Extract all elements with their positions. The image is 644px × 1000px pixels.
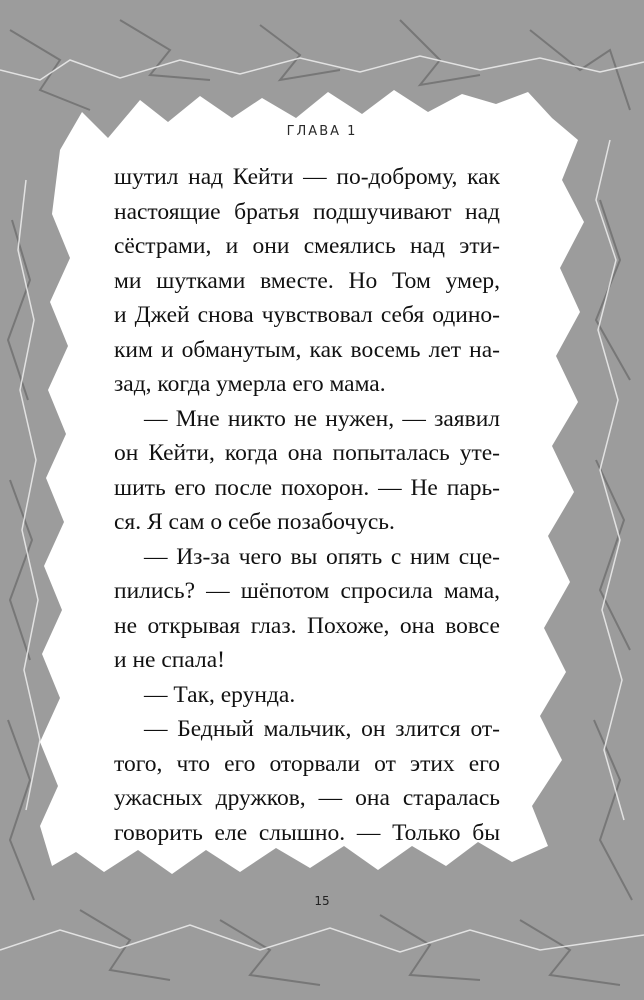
page-number: 15 bbox=[314, 894, 330, 908]
text-line: говорить еле слышно. — Только бы bbox=[114, 819, 500, 846]
text-line: ким и обманутым, как восемь лет на- bbox=[114, 336, 500, 363]
text-line: ся. Я сам о себе позабочусь. bbox=[114, 509, 395, 535]
text-line: он Кейти, когда она попыталась уте- bbox=[114, 440, 500, 466]
text-line: ужасных дружков, — она старалась bbox=[114, 785, 500, 811]
text-line: и Джей снова чувствовал себя одино- bbox=[114, 302, 500, 328]
text-line: шить его после похорон. — Не парь- bbox=[114, 474, 500, 501]
chapter-header: ГЛАВА 1 bbox=[286, 124, 358, 139]
text-line: и не спала! bbox=[114, 647, 225, 673]
text-line: настоящие братья подшучивают над bbox=[114, 198, 500, 225]
text-line: сёстрами, и они смеялись над эти- bbox=[114, 233, 500, 259]
text-line: ми шутками вместе. Но Том умер, bbox=[114, 267, 500, 294]
text-line: — Из-за чего вы опять с ним сце- bbox=[144, 543, 500, 570]
text-line: того, что его оторвали от этих его bbox=[114, 750, 500, 777]
text-line: — Бедный мальчик, он злится от- bbox=[144, 716, 500, 742]
body-text bbox=[114, 160, 500, 850]
text-line: зад, когда умерла его мама. bbox=[114, 371, 386, 397]
text-line: не открывая глаз. Похоже, она вовсе bbox=[114, 612, 500, 639]
text-line: — Мне никто не нужен, — заявил bbox=[144, 405, 500, 432]
text-line: шутил над Кейти — по-доброму, как bbox=[114, 164, 500, 190]
text-line: пились? — шёпотом спросила мама, bbox=[114, 578, 500, 604]
text-line: — Так, ерунда. bbox=[144, 681, 296, 708]
